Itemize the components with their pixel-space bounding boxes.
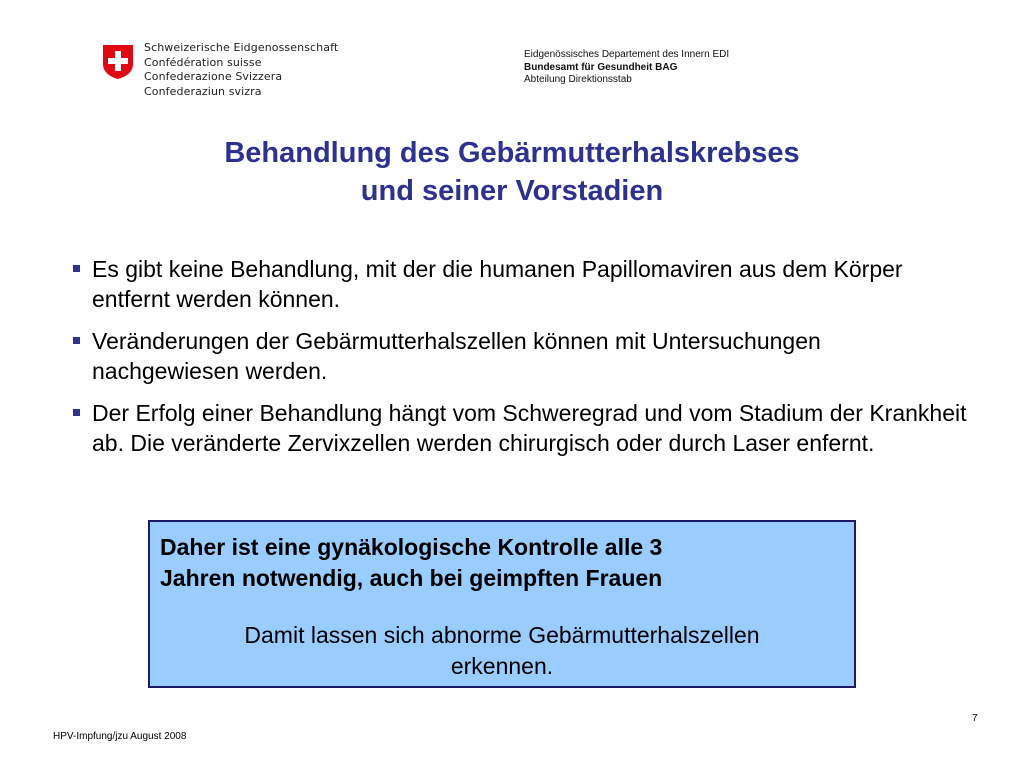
callout-subtext-line: Damit lassen sich abnorme Gebärmutterhalszellen	[244, 622, 760, 648]
department-info	[524, 49, 729, 87]
slide-title-line: und seiner Vorstadien	[360, 175, 664, 207]
bullet-text: Veränderungen der Gebärmutterhalszellen können mit Untersuchungen nachgewiesen werden.	[92, 328, 821, 384]
bullet-item	[70, 326, 970, 386]
logo-text	[144, 41, 338, 99]
department-name: Eidgenössisches Departement des Innern EDI	[524, 49, 730, 60]
page-number: 7	[972, 713, 978, 724]
logo-line: Schweizerische Eidgenossenschaft	[144, 41, 339, 54]
logo-line: Confederazione Svizzera	[144, 70, 283, 83]
office-name: Bundesamt für Gesundheit BAG	[524, 61, 678, 73]
swiss-confederation-logo	[102, 41, 338, 99]
footer-text: HPV-Impfung/jzu August 2008	[53, 731, 187, 742]
square-bullet-icon	[73, 265, 80, 272]
logo-line: Confédération suisse	[144, 55, 262, 69]
callout-headline-line: Daher ist eine gynäkologische Kontrolle alle 3	[160, 534, 663, 560]
swiss-flag-icon	[102, 44, 134, 80]
callout-subtext-line: erkennen.	[450, 653, 554, 679]
slide-title-line: Behandlung des Gebärmutterhalskrebses	[224, 137, 800, 169]
square-bullet-icon	[73, 337, 80, 344]
callout-headline-line: Jahren notwendig, auch bei geimpften Frauen	[160, 565, 663, 591]
slide-title	[0, 134, 1024, 210]
division-name: Abteilung Direktionsstab	[524, 74, 632, 85]
callout-box	[148, 520, 856, 688]
callout-subtext	[150, 620, 854, 682]
bullet-text: Es gibt keine Behandlung, mit der die humanen Papillomaviren aus dem Körper entfernt werden können.	[92, 256, 903, 312]
bullet-text: Der Erfolg einer Behandlung hängt vom Schweregrad und vom Stadium der Krankheit ab. Die veränderte Zervixzellen werden chirurgisch oder durch Laser enfernt.	[92, 400, 967, 456]
callout-headline	[160, 532, 662, 594]
bullet-item	[70, 398, 970, 458]
bullet-list	[70, 254, 970, 470]
logo-line: Confederaziun svizra	[144, 84, 262, 98]
bullet-item	[70, 254, 970, 314]
square-bullet-icon	[73, 409, 80, 416]
